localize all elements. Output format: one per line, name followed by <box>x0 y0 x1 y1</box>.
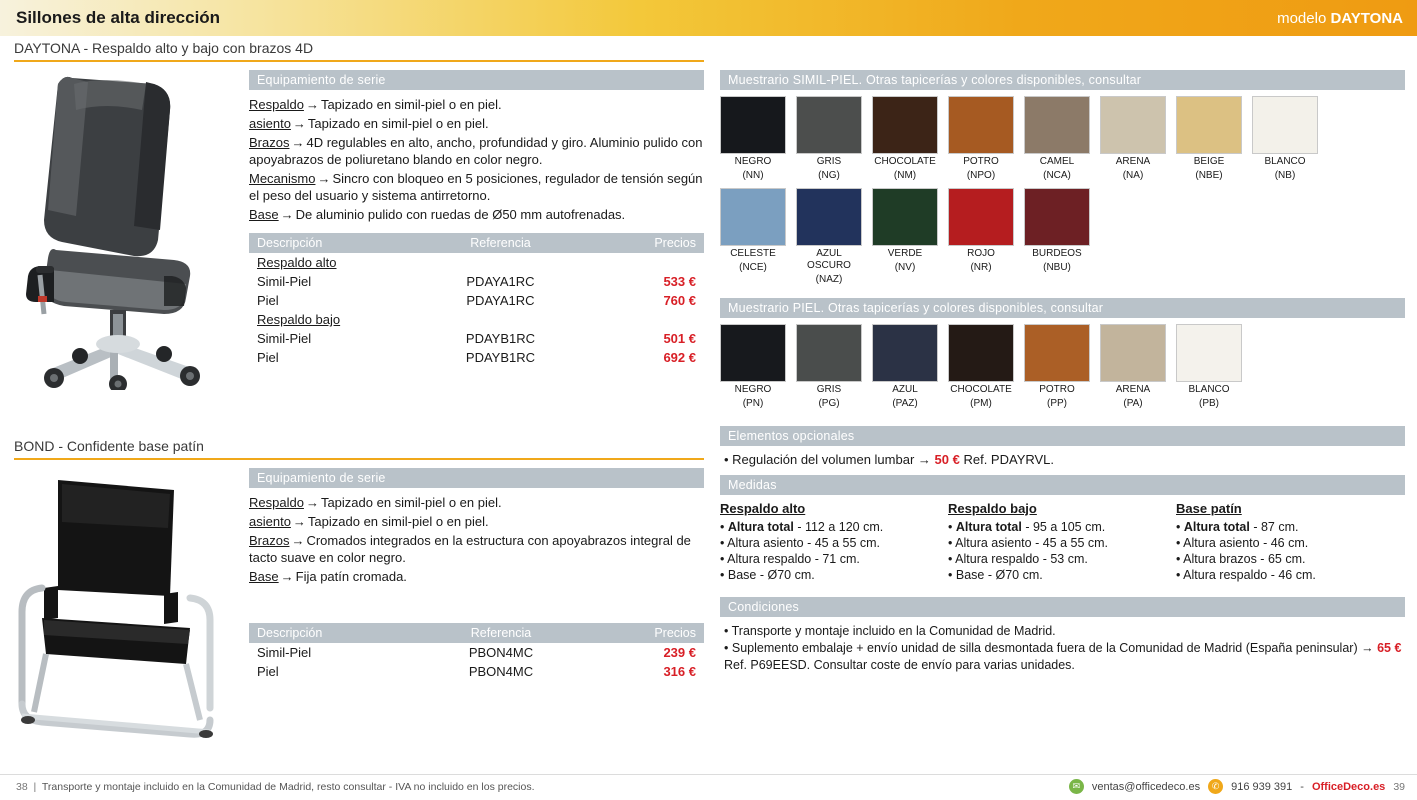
medida-value: 45 a 55 cm. <box>1042 536 1109 550</box>
swatch-label: GRIS <box>816 384 842 395</box>
row-group-respaldo-alto: Respaldo alto <box>257 255 337 270</box>
medida-item: • Altura asiento - 45 a 55 cm. <box>948 535 1176 551</box>
swatch-chip <box>1100 324 1166 382</box>
swatch-code: (NCE) <box>739 262 767 273</box>
swatch-code: (PAZ) <box>892 398 918 409</box>
medida-label: Altura brazos <box>1183 552 1257 566</box>
medida-value: 46 cm. <box>1278 568 1316 582</box>
header-model-prefix: modelo <box>1277 10 1331 27</box>
medida-label: Altura asiento <box>727 536 804 550</box>
swatch-negro-pn[interactable] <box>720 324 786 410</box>
medida-value: Ø70 cm. <box>767 568 815 582</box>
swatch-azul-paz[interactable] <box>872 324 938 410</box>
swatch-chip <box>796 324 862 382</box>
swatch-chocolate-pm[interactable] <box>948 324 1014 410</box>
swatch-label: BEIGE <box>1193 156 1225 167</box>
medida-label: Base <box>955 568 985 582</box>
daytona-chair-illustration <box>14 70 234 390</box>
swatch-chip <box>1024 324 1090 382</box>
spec-base-bond: Base → Fija patín cromada. <box>249 569 407 584</box>
spec-respaldo-bond-key: Respaldo <box>249 495 304 510</box>
swatch-code: (PM) <box>970 398 992 409</box>
swatch-chip <box>872 96 938 154</box>
cell-desc: Simil-Piel <box>257 645 312 660</box>
swatch-label: AZUL <box>892 384 918 395</box>
product-bond-title: BOND - Confidente base patín <box>14 438 704 460</box>
col-descripcion: Descripción <box>249 623 418 643</box>
medidas-col-title: Base patín <box>1176 501 1242 516</box>
spec-brazos-text: 4D regulables en alto, ancho, profundidad y giro. Aluminio pulido con apoyabrazos de poliuretano blando en color negro. <box>249 135 703 167</box>
spec-respaldo-key: Respaldo <box>249 97 304 112</box>
medida-label: Altura total <box>955 520 1022 534</box>
medida-item: • Altura total - 112 a 120 cm. <box>720 519 948 535</box>
footer-right <box>1069 779 1405 794</box>
swatch-chip <box>796 96 862 154</box>
medida-item: • Altura respaldo - 46 cm. <box>1176 567 1404 583</box>
swatch-potro-npo[interactable] <box>948 96 1014 182</box>
swatch-chip <box>1024 188 1090 246</box>
condicion-item <box>724 640 1405 674</box>
simil-piel-swatches-row2 <box>720 188 1405 292</box>
table-header-row <box>249 233 704 253</box>
swatch-label: NEGRO <box>734 156 772 167</box>
footer-email[interactable]: ventas@officedeco.es <box>1091 780 1201 793</box>
medida-label: Altura asiento <box>955 536 1032 550</box>
condiciones-bar: Condiciones <box>720 597 1405 617</box>
col-precios: Precios <box>584 623 704 643</box>
spec-asiento-text: Tapizado en simil-piel o en piel. <box>307 116 489 131</box>
simil-piel-bar: Muestrario SIMIL-PIEL. Otras tapicerías y colores disponibles, consultar <box>720 70 1405 90</box>
swatch-code: (PG) <box>818 398 840 409</box>
swatch-chip <box>948 96 1014 154</box>
swatch-label: VERDE <box>887 248 923 259</box>
phone-icon: ✆ <box>1208 779 1223 794</box>
swatch-label: CHOCOLATE <box>950 384 1012 395</box>
footer-sep: - <box>1300 780 1304 793</box>
medidas-respaldo-alto <box>720 501 948 583</box>
spec-base-bond-text: Fija patín cromada. <box>295 569 407 584</box>
spec-base-text: De aluminio pulido con ruedas de Ø50 mm autofrenadas. <box>295 207 626 222</box>
medida-label: Altura asiento <box>1183 536 1260 550</box>
medidas-col-title: Respaldo bajo <box>948 501 1037 516</box>
spec-base-key: Base <box>249 207 279 222</box>
product-daytona-image <box>14 70 234 380</box>
left-column <box>14 40 704 768</box>
medida-item: • Altura asiento - 46 cm. <box>1176 535 1404 551</box>
right-column <box>720 70 1405 674</box>
product-bond <box>14 438 704 768</box>
spec-respaldo-bond: Respaldo → Tapizado en simil-piel o en piel. <box>249 495 502 510</box>
spec-respaldo-text: Tapizado en simil-piel o en piel. <box>320 97 502 112</box>
spec-asiento-key: asiento <box>249 116 291 131</box>
spec-brazos-key: Brazos <box>249 135 290 150</box>
cell-desc: Simil-Piel <box>257 331 312 346</box>
swatch-code: (NV) <box>894 262 916 273</box>
table-row <box>249 253 704 272</box>
page-footer <box>0 774 1417 800</box>
swatch-chip <box>1176 324 1242 382</box>
cell-price: 316 € <box>663 664 696 679</box>
footer-phone: 916 939 391 <box>1231 780 1293 793</box>
swatch-label: NEGRO <box>734 384 772 395</box>
medida-value: 46 cm. <box>1270 536 1309 550</box>
spec-brazos-bond-text: Cromados integrados en la estructura con apoyabrazos integral de tacto suave en color negro. <box>249 533 691 565</box>
footer-page-right: 39 <box>1393 780 1405 793</box>
condicion-text: Suplemento embalaje + envío unidad de silla desmontada fuera de la Comunidad de Madrid (España peninsular) → <box>731 641 1374 655</box>
footer-note: Transporte y montaje incluido en la Comunidad de Madrid, resto consultar - IVA no incluido en los precios. <box>41 781 535 793</box>
opcionales-bar: Elementos opcionales <box>720 426 1405 446</box>
medida-item: • Altura asiento - 45 a 55 cm. <box>720 535 948 551</box>
swatch-chocolate-nm[interactable] <box>872 96 938 182</box>
opcional-arrow: → <box>917 452 931 467</box>
swatch-label: CAMEL <box>1039 156 1075 167</box>
opcional-lumbar <box>724 452 1405 467</box>
table-row <box>249 310 704 329</box>
medida-value: 87 cm. <box>1260 520 1299 534</box>
cell-price: 239 € <box>663 645 696 660</box>
medidas-bar: Medidas <box>720 475 1405 495</box>
table-row <box>249 291 704 310</box>
cell-ref: PDAYA1RC <box>466 293 535 308</box>
equipamiento-bar-bond: Equipamiento de serie <box>249 468 704 488</box>
swatch-arena-na[interactable] <box>1100 96 1166 182</box>
cell-desc: Piel <box>257 664 279 679</box>
header-model-name: DAYTONA <box>1330 10 1403 27</box>
swatch-code: (NPO) <box>966 170 996 181</box>
swatch-code: (NB) <box>1274 170 1296 181</box>
swatch-camel-nca[interactable] <box>1024 96 1090 182</box>
condicion-tail: Ref. P69EESD. Consultar coste de envío para varias unidades. <box>724 658 1075 672</box>
simil-piel-swatches <box>720 96 1405 188</box>
cell-price: 692 € <box>663 350 696 365</box>
swatch-gris-pg[interactable] <box>796 324 862 410</box>
medida-label: Altura total <box>727 520 794 534</box>
swatch-code: (PN) <box>742 398 764 409</box>
medida-value: 65 cm. <box>1267 552 1306 566</box>
swatch-chip <box>720 324 786 382</box>
swatch-chip <box>720 96 786 154</box>
table-row <box>249 329 704 348</box>
opcional-price: 50 € <box>934 452 960 467</box>
cell-ref: PDAYB1RC <box>465 350 536 365</box>
medidas-col-title: Respaldo alto <box>720 501 806 516</box>
swatch-celeste-nce[interactable] <box>720 188 786 286</box>
swatch-label: ROJO <box>967 248 995 259</box>
medida-item: • Altura total - 87 cm. <box>1176 519 1404 535</box>
medidas-respaldo-bajo <box>948 501 1176 583</box>
swatch-label: BLANCO <box>1264 156 1306 167</box>
piel-swatches <box>720 324 1405 416</box>
swatch-chip <box>948 324 1014 382</box>
swatch-gris-ng[interactable] <box>796 96 862 182</box>
medida-label: Base <box>727 568 757 582</box>
row-group-respaldo-bajo: Respaldo bajo <box>257 312 341 327</box>
swatch-label: GRIS <box>816 156 842 167</box>
medida-label: Altura respaldo <box>1183 568 1268 582</box>
cell-price: 501 € <box>663 331 696 346</box>
swatch-burdeos-nbu[interactable] <box>1024 188 1090 286</box>
medida-value: 53 cm. <box>1050 552 1088 566</box>
spec-asiento-bond-key: asiento <box>249 514 291 529</box>
product-daytona-details <box>249 70 704 367</box>
swatch-chip <box>872 324 938 382</box>
spec-mecanismo-text: Sincro con bloqueo en 5 posiciones, regulador de tensión según el peso del usuario y sistema antirretorno. <box>249 171 703 203</box>
swatch-code: (NAZ) <box>815 274 843 285</box>
swatch-rojo-nr[interactable] <box>948 188 1014 286</box>
swatch-potro-pp[interactable] <box>1024 324 1090 410</box>
swatch-label: ARENA <box>1115 384 1151 395</box>
cell-desc: Piel <box>257 350 279 365</box>
swatch-label: BURDEOS <box>1032 248 1082 259</box>
condicion-item <box>724 623 1405 640</box>
swatch-blanco-nb[interactable] <box>1252 96 1318 182</box>
swatch-chip <box>796 188 862 246</box>
col-referencia: Referencia <box>418 623 585 643</box>
swatch-label: CELESTE <box>730 248 776 259</box>
condicion-text: Transporte y montaje incluido en la Comunidad de Madrid. <box>731 624 1056 638</box>
table-header-row <box>249 623 704 643</box>
swatch-label: BLANCO <box>1188 384 1230 395</box>
cell-ref: PDAYB1RC <box>465 331 536 346</box>
col-precios: Precios <box>587 233 704 253</box>
swatch-chip <box>1252 96 1318 154</box>
swatch-code: (NG) <box>818 170 840 181</box>
table-row <box>249 662 704 681</box>
medida-item: • Altura respaldo - 53 cm. <box>948 551 1176 567</box>
col-referencia: Referencia <box>414 233 587 253</box>
swatch-code: (NBU) <box>1043 262 1071 273</box>
swatch-chip <box>1176 96 1242 154</box>
spec-mecanismo: Mecanismo → Sincro con bloqueo en 5 posiciones, regulador de tensión según el peso del usuario y sistema antirretorno. <box>249 171 703 203</box>
swatch-chip <box>1024 96 1090 154</box>
condiciones-list <box>720 623 1405 674</box>
swatch-code: (NCA) <box>1043 170 1071 181</box>
medida-label: Altura respaldo <box>955 552 1040 566</box>
spec-base-bond-key: Base <box>249 569 279 584</box>
swatch-chip <box>1100 96 1166 154</box>
footer-left: 38 | Transporte y montaje incluido en la Comunidad de Madrid, resto consultar - IVA no incluido en los precios. <box>16 781 535 793</box>
medida-item: • Altura brazos - 65 cm. <box>1176 551 1404 567</box>
opcional-text: Regulación del volumen lumbar <box>732 452 915 467</box>
medida-value: 95 a 105 cm. <box>1032 520 1106 534</box>
table-row <box>249 643 704 662</box>
swatch-chip <box>948 188 1014 246</box>
swatch-beige-nbe[interactable] <box>1176 96 1242 182</box>
medidas-base-patin <box>1176 501 1404 583</box>
swatch-code: (NA) <box>1122 170 1144 181</box>
medida-item: • Altura respaldo - 71 cm. <box>720 551 948 567</box>
table-row <box>249 272 704 291</box>
swatch-negro-nn[interactable] <box>720 96 786 182</box>
medida-label: Altura respaldo <box>727 552 812 566</box>
product-daytona-title: DAYTONA - Respaldo alto y bajo con brazos 4D <box>14 40 704 62</box>
swatch-code: (PA) <box>1123 398 1143 409</box>
cell-price: 533 € <box>663 274 696 289</box>
swatch-chip <box>872 188 938 246</box>
medida-item: • Altura total - 95 a 105 cm. <box>948 519 1176 535</box>
medida-item: • Base - Ø70 cm. <box>948 567 1176 583</box>
header-model <box>1277 10 1403 27</box>
swatch-blanco-pb[interactable] <box>1176 324 1242 410</box>
equipamiento-bar-daytona: Equipamiento de serie <box>249 70 704 90</box>
swatch-code: (NN) <box>742 170 764 181</box>
spec-brazos: Brazos → 4D regulables en alto, ancho, profundidad y giro. Aluminio pulido con apoyabrazos de poliuretano blando en color negro. <box>249 135 703 167</box>
spec-asiento: asiento → Tapizado en simil-piel o en piel. <box>249 116 489 131</box>
medida-item: • Base - Ø70 cm. <box>720 567 948 583</box>
spec-asiento-bond-text: Tapizado en simil-piel o en piel. <box>307 514 489 529</box>
opcional-ref: Ref. PDAYRVL. <box>963 452 1055 467</box>
footer-brand[interactable]: OfficeDeco.es <box>1311 780 1386 793</box>
mail-icon: ✉ <box>1069 779 1084 794</box>
swatch-label: POTRO <box>1039 384 1075 395</box>
table-row <box>249 348 704 367</box>
piel-bar: Muestrario PIEL. Otras tapicerías y colores disponibles, consultar <box>720 298 1405 318</box>
medida-value: 112 a 120 cm. <box>804 520 884 534</box>
condicion-price: 65 € <box>1377 641 1402 655</box>
medida-value: 45 a 55 cm. <box>814 536 881 550</box>
medida-label: Altura total <box>1183 520 1250 534</box>
cell-desc: Piel <box>257 293 279 308</box>
page-header <box>0 0 1417 36</box>
spec-brazos-bond-key: Brazos <box>249 533 290 548</box>
swatch-label: POTRO <box>963 156 999 167</box>
product-daytona <box>14 40 704 400</box>
medida-value: 71 cm. <box>822 552 860 566</box>
swatch-label: CHOCOLATE <box>874 156 936 167</box>
swatch-label: AZUL OSCURO <box>807 248 851 271</box>
cell-ref: PBON4MC <box>468 645 534 660</box>
spec-base: Base → De aluminio pulido con ruedas de Ø50 mm autofrenadas. <box>249 207 626 222</box>
swatch-code: (NR) <box>970 262 992 273</box>
swatch-label: ARENA <box>1115 156 1151 167</box>
swatch-code: (NBE) <box>1195 170 1223 181</box>
swatch-code: (NM) <box>893 170 917 181</box>
swatch-code: (PB) <box>1199 398 1219 409</box>
cell-ref: PDAYA1RC <box>466 274 535 289</box>
medidas-columns <box>720 501 1405 583</box>
swatch-azul-oscuro-naz[interactable] <box>796 188 862 286</box>
spec-mecanismo-key: Mecanismo <box>249 171 316 186</box>
footer-page-left: 38 <box>16 781 28 793</box>
swatch-code: (PP) <box>1047 398 1067 409</box>
product-bond-details <box>249 468 704 681</box>
spec-asiento-bond: asiento → Tapizado en simil-piel o en piel. <box>249 514 489 529</box>
cell-ref: PBON4MC <box>468 664 534 679</box>
medida-value: Ø70 cm. <box>995 568 1043 582</box>
swatch-chip <box>720 188 786 246</box>
price-table-daytona <box>249 233 704 367</box>
col-descripcion: Descripción <box>249 233 414 253</box>
product-bond-image <box>14 468 234 778</box>
price-table-bond <box>249 623 704 681</box>
spec-respaldo: Respaldo → Tapizado en simil-piel o en piel. <box>249 97 502 112</box>
cell-desc: Simil-Piel <box>257 274 312 289</box>
cell-price: 760 € <box>663 293 696 308</box>
spec-respaldo-bond-text: Tapizado en simil-piel o en piel. <box>320 495 502 510</box>
bond-chair-illustration <box>14 468 234 768</box>
swatch-arena-pa[interactable] <box>1100 324 1166 410</box>
page-title: Sillones de alta dirección <box>16 8 221 27</box>
spec-brazos-bond: Brazos → Cromados integrados en la estructura con apoyabrazos integral de tacto suave en color negro. <box>249 533 691 565</box>
swatch-verde-nv[interactable] <box>872 188 938 286</box>
